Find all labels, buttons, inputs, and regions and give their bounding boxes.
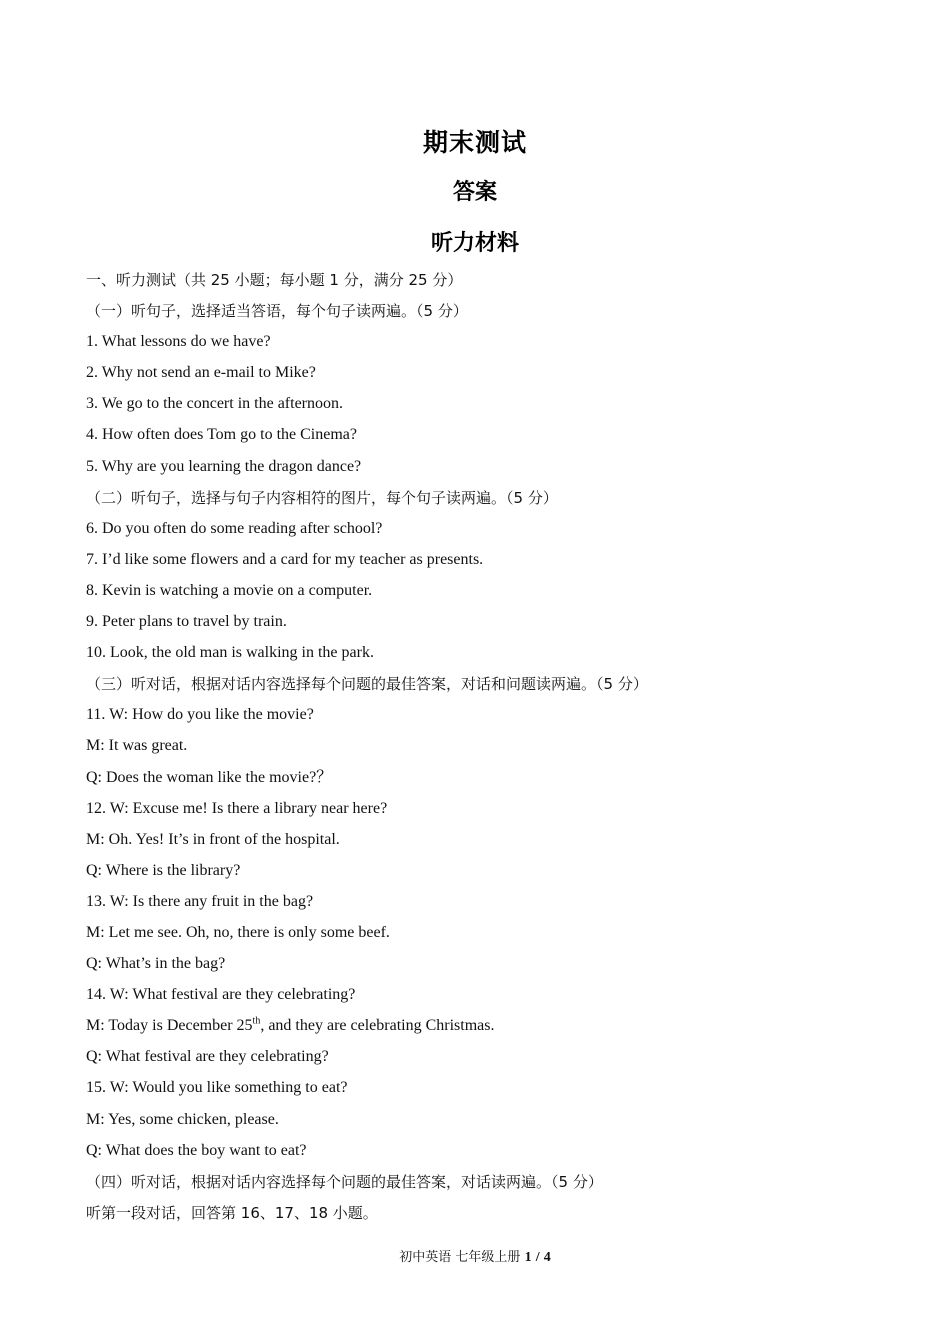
transcript-line: 1. What lessons do we have? <box>86 333 271 351</box>
transcript-line: 5. Why are you learning the dragon dance? <box>86 457 362 475</box>
listening-transcript <box>86 268 886 1232</box>
transcript-line: 11. W: How do you like the movie? <box>86 706 314 724</box>
footer-grade: 七年级上册 <box>455 1250 521 1265</box>
transcript-line: 3. We go to the concert in the afternoon. <box>86 395 343 413</box>
section-instruction-line: （一）听句子，选择适当答语，每个句子读两遍。（5 分） <box>86 302 468 321</box>
transcript-line: Q: What’s in the bag? <box>86 955 226 973</box>
listening-heading: 听力材料 <box>430 231 519 256</box>
transcript-line: 10. Look, the old man is walking in the park. <box>86 644 374 662</box>
transcript-line: 8. Kevin is watching a movie on a computer. <box>86 581 373 599</box>
section-instruction-line: （四）听对话，根据对话内容选择每个问题的最佳答案，对话读两遍。（5 分） <box>86 1172 603 1191</box>
transcript-line: M: Yes, some chicken, please. <box>86 1110 279 1128</box>
section-instruction-line: （二）听句子，选择与句子内容相符的图片，每个句子读两遍。（5 分） <box>86 488 558 507</box>
transcript-line: 13. W: Is there any fruit in the bag? <box>86 892 314 910</box>
page-footer <box>0 1246 950 1266</box>
transcript-line: 9. Peter plans to travel by train. <box>86 613 287 631</box>
footer-page-current: 1 <box>524 1250 532 1265</box>
transcript-line: 14. W: What festival are they celebrating? <box>86 986 356 1004</box>
transcript-line: 6. Do you often do some reading after school? <box>86 519 383 537</box>
transcript-line: 15. W: Would you like something to eat? <box>86 1079 348 1097</box>
transcript-line: 12. W: Excuse me! Is there a library near here? <box>86 799 388 817</box>
transcript-line: M: Oh. Yes! It’s in front of the hospital. <box>86 830 340 848</box>
ordinal-superscript: th <box>252 1015 261 1027</box>
section-instruction-line: 一、听力测试（共 25 小题；每小题 1 分，满分 25 分） <box>86 271 463 289</box>
transcript-line: 7. I’d like some flowers and a card for my teacher as presents. <box>86 550 484 568</box>
transcript-text: , and they are celebrating Christmas. <box>260 1017 495 1035</box>
transcript-text: M: Today is December 25 <box>86 1017 253 1035</box>
document-title: 期末测试 <box>422 128 527 157</box>
section-instruction-line: 听第一段对话，回答第 16、17、18 小题。 <box>86 1203 378 1222</box>
transcript-line: Q: What does the boy want to eat? <box>86 1141 307 1159</box>
footer-course: 初中英语 <box>399 1250 452 1265</box>
transcript-line <box>86 1014 886 1045</box>
transcript-line: M: It was great. <box>86 737 188 755</box>
transcript-line: 2. Why not send an e-mail to Mike? <box>86 364 316 382</box>
transcript-line: Q: Where is the library? <box>86 861 241 879</box>
footer-page-sep: / <box>535 1250 540 1265</box>
transcript-line: 4. How often does Tom go to the Cinema? <box>86 426 357 444</box>
section-instruction-line: （三）听对话，根据对话内容选择每个问题的最佳答案，对话和问题读两遍。（5 分） <box>86 675 648 694</box>
answer-heading: 答案 <box>452 180 497 205</box>
transcript-line: Q: Does the woman like the movie?？ <box>86 768 333 786</box>
footer-page-total: 4 <box>543 1250 551 1265</box>
transcript-line: M: Let me see. Oh, no, there is only some beef. <box>86 923 390 941</box>
transcript-line: Q: What festival are they celebrating? <box>86 1048 329 1066</box>
